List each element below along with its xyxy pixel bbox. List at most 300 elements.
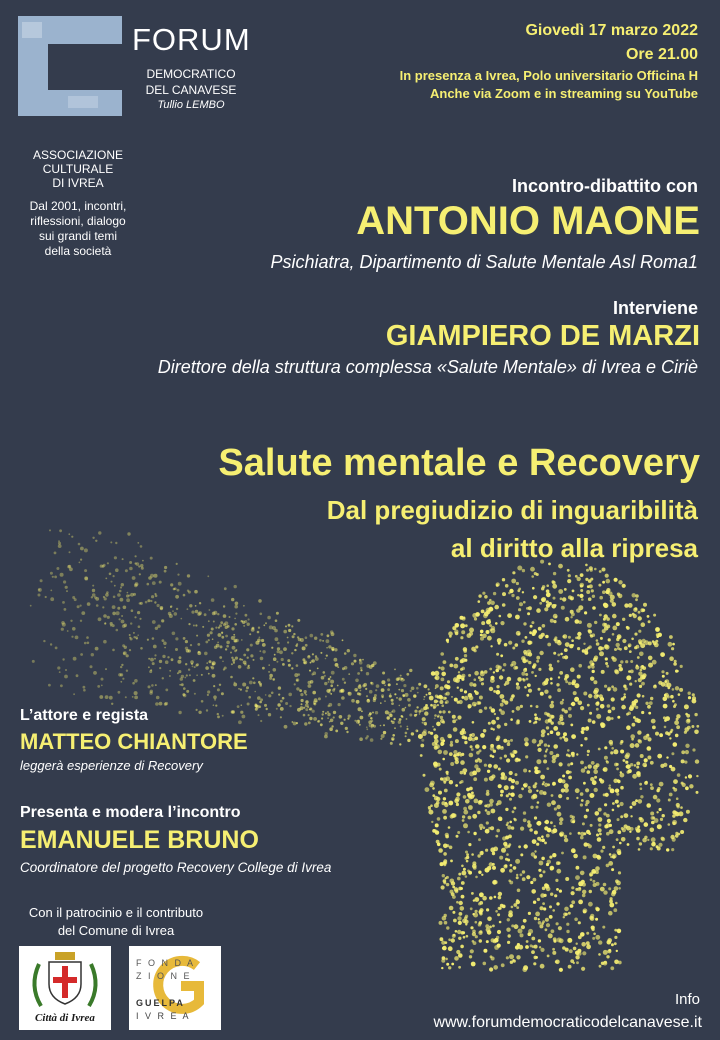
particle-dot [154, 601, 156, 603]
particle-dot [232, 646, 236, 650]
head-dot [612, 633, 615, 636]
head-dot [517, 566, 522, 571]
head-dot [493, 690, 496, 693]
head-dot [454, 757, 457, 760]
particle-dot [125, 569, 128, 572]
head-dot [591, 928, 594, 931]
particle-dot [112, 612, 116, 616]
head-dot [458, 671, 460, 673]
head-dot [471, 853, 474, 856]
particle-dot [242, 621, 245, 624]
particle-dot [198, 651, 200, 653]
head-dot [527, 683, 531, 687]
head-dot [644, 640, 649, 645]
head-dot [640, 754, 644, 758]
particle-dot [366, 728, 368, 730]
head-dot [511, 661, 516, 666]
particle-dot [277, 650, 280, 653]
head-dot [630, 660, 633, 663]
particle-dot [209, 660, 212, 663]
particle-dot [138, 625, 141, 628]
head-dot [463, 810, 468, 815]
head-dot [531, 795, 535, 799]
particle-dot [434, 737, 437, 740]
particle-dot [207, 690, 210, 693]
head-dot [638, 740, 642, 744]
particle-dot [391, 702, 394, 705]
head-dot [622, 828, 626, 832]
particle-dot [391, 737, 395, 741]
head-dot [546, 584, 549, 587]
particle-dot [441, 740, 444, 743]
particle-dot [104, 622, 106, 624]
head-dot [616, 638, 619, 641]
particle-dot [347, 718, 349, 720]
particle-dot [253, 659, 255, 661]
head-dot [594, 788, 598, 792]
head-dot [450, 743, 454, 747]
head-dot [607, 819, 611, 823]
head-dot [489, 967, 493, 971]
head-dot [497, 913, 500, 916]
head-dot [492, 866, 496, 870]
particle-dot [62, 658, 64, 660]
head-dot [475, 691, 479, 695]
particle-dot [249, 633, 251, 635]
particle-dot [322, 640, 324, 642]
head-dot [441, 672, 446, 677]
head-dot [487, 770, 490, 773]
head-dot [508, 843, 511, 846]
particle-dot [155, 595, 158, 598]
particle-dot [71, 536, 73, 538]
head-dot [673, 705, 676, 708]
head-dot [481, 682, 484, 685]
particle-dot [137, 542, 139, 544]
particle-dot [152, 620, 156, 624]
head-dot [603, 768, 606, 771]
particle-dot [380, 702, 382, 704]
particle-dot [224, 621, 228, 625]
head-dot [674, 660, 677, 663]
head-dot [542, 682, 546, 686]
head-dot [522, 877, 526, 881]
head-dot [500, 621, 504, 625]
particle-dot [103, 564, 106, 567]
head-dot [604, 803, 607, 806]
particle-dot [61, 621, 65, 625]
particle-dot [359, 661, 363, 665]
particle-dot [212, 674, 216, 678]
head-dot [538, 668, 541, 671]
head-dot [454, 887, 459, 892]
event-date: Giovedì 17 marzo 2022 [525, 22, 698, 39]
head-dot [489, 862, 493, 866]
head-dot [590, 634, 592, 636]
head-dot [531, 889, 536, 894]
particle-dot [265, 694, 267, 696]
patronage-line-1: Con il patrocinio e il contributo [28, 905, 204, 920]
head-dot [556, 683, 559, 686]
head-dot [448, 946, 453, 951]
particle-dot [99, 695, 103, 699]
head-dot [470, 794, 475, 799]
head-dot [466, 853, 469, 856]
head-dot [535, 956, 538, 959]
head-dot [625, 761, 628, 764]
particle-dot [201, 674, 203, 676]
head-dot [666, 756, 668, 758]
head-dot [685, 713, 688, 716]
head-dot [478, 600, 481, 603]
head-dot [428, 692, 431, 695]
head-dot [587, 750, 590, 753]
head-dot [443, 852, 447, 856]
head-dot [519, 602, 523, 606]
particle-dot [394, 693, 396, 695]
particle-dot [268, 694, 271, 697]
particle-dot [335, 663, 339, 667]
particle-dot [165, 702, 168, 705]
particle-dot [148, 576, 152, 580]
head-dot [423, 774, 426, 777]
particle-dot [288, 629, 291, 632]
head-dot [470, 949, 474, 953]
head-dot [498, 896, 502, 900]
head-dot [496, 685, 499, 688]
head-dot [538, 918, 540, 920]
head-dot [515, 758, 519, 762]
head-dot [458, 937, 461, 940]
particle-dot [234, 605, 238, 609]
head-dot [502, 669, 505, 672]
head-dot [496, 829, 500, 833]
particle-dot [409, 669, 412, 672]
particle-dot [245, 690, 248, 693]
head-dot [599, 570, 602, 573]
particle-dot [333, 716, 335, 718]
particle-dot [419, 713, 421, 715]
head-dot [588, 764, 592, 768]
head-dot [619, 648, 622, 651]
head-dot [453, 727, 458, 732]
particle-dot [80, 653, 83, 656]
head-dot [516, 906, 519, 909]
particle-dot [148, 685, 151, 688]
particle-dot [318, 697, 321, 700]
head-dot [626, 675, 631, 680]
particle-dot [325, 658, 327, 660]
head-dot [673, 742, 678, 747]
head-dot [586, 726, 589, 729]
particle-dot [169, 675, 171, 677]
head-dot [563, 913, 567, 917]
head-dot [480, 827, 483, 830]
head-dot [462, 815, 465, 818]
head-dot [478, 676, 481, 679]
head-dot [573, 962, 575, 964]
head-dot [562, 946, 566, 950]
particle-dot [195, 624, 197, 626]
head-dot [582, 951, 586, 955]
head-dot [528, 932, 532, 936]
head-dot [559, 938, 564, 943]
head-dot [455, 930, 458, 933]
head-dot [692, 748, 695, 751]
head-dot [580, 761, 584, 765]
particle-dot [241, 659, 243, 661]
head-dot [620, 786, 624, 790]
head-dot [645, 781, 648, 784]
particle-dot [381, 734, 385, 738]
particle-dot [373, 697, 377, 701]
particle-dot [341, 696, 345, 700]
head-dot [635, 598, 638, 601]
particle-dot [192, 666, 194, 668]
head-dot [606, 832, 610, 836]
head-dot [661, 682, 666, 687]
head-dot [573, 691, 577, 695]
head-dot [628, 603, 633, 608]
head-dot [673, 662, 677, 666]
particle-dot [216, 644, 220, 648]
head-dot [598, 748, 601, 751]
head-dot [581, 768, 586, 773]
particle-dot [233, 634, 235, 636]
head-dot [495, 622, 498, 625]
head-dot [656, 798, 660, 802]
particle-dot [269, 677, 272, 680]
particle-dot [305, 700, 308, 703]
particle-dot [315, 657, 319, 661]
particle-dot [369, 712, 372, 715]
website-link[interactable]: www.forumdemocraticodelcanavese.it [433, 1014, 702, 1031]
head-dot [467, 633, 472, 638]
head-dot [523, 769, 527, 773]
head-dot [452, 720, 456, 724]
head-dot [516, 874, 518, 876]
head-dot [518, 945, 523, 950]
particle-dot [111, 703, 113, 705]
head-dot [660, 818, 663, 821]
particle-dot [347, 649, 350, 652]
particle-dot [346, 731, 348, 733]
particle-dot [169, 670, 171, 672]
head-dot [605, 657, 608, 660]
particle-dot [287, 637, 289, 639]
particle-dot [276, 661, 278, 663]
head-dot [548, 933, 553, 938]
head-dot [564, 783, 569, 788]
particle-dot [225, 635, 228, 638]
particle-dot [127, 592, 129, 594]
moderator-intro: Presenta e modera l’incontro [20, 804, 241, 821]
head-dot [529, 641, 533, 645]
head-dot [486, 804, 490, 808]
head-dot [457, 930, 461, 934]
head-dot [638, 799, 643, 804]
head-dot [463, 731, 466, 734]
head-dot [473, 866, 477, 870]
head-dot [577, 636, 581, 640]
head-dot [625, 660, 628, 663]
particle-dot [222, 661, 224, 663]
head-dot [551, 800, 556, 805]
head-dot [440, 686, 444, 690]
head-dot [603, 950, 608, 955]
particle-dot [302, 646, 306, 650]
particle-dot [190, 644, 192, 646]
particle-dot [84, 548, 88, 552]
head-dot [518, 845, 521, 848]
head-dot [484, 670, 488, 674]
particle-dot [430, 697, 432, 699]
head-dot [474, 617, 477, 620]
particle-dot [132, 576, 136, 580]
head-dot [684, 731, 687, 734]
head-dot [480, 637, 484, 641]
head-dot [551, 715, 555, 719]
head-dot [463, 616, 466, 619]
particle-dot [64, 675, 68, 679]
particle-dot [181, 618, 183, 620]
head-dot [563, 732, 567, 736]
particle-dot [85, 577, 89, 581]
particle-dot [416, 687, 419, 690]
head-dot [641, 622, 646, 627]
particle-dot [311, 660, 313, 662]
particle-dot [135, 555, 137, 557]
particle-dot [50, 643, 52, 645]
head-dot [583, 855, 587, 859]
particle-dot [437, 716, 439, 718]
particle-dot [328, 645, 331, 648]
particle-dot [135, 562, 137, 564]
particle-dot [211, 628, 214, 631]
head-dot [559, 717, 563, 721]
head-dot [520, 827, 524, 831]
head-dot [460, 945, 464, 949]
head-dot [596, 708, 599, 711]
head-dot [575, 888, 578, 891]
particle-dot [80, 620, 82, 622]
head-dot [626, 626, 629, 629]
head-dot [516, 596, 520, 600]
head-dot [595, 935, 600, 940]
head-dot [520, 853, 523, 856]
particle-dot [382, 696, 384, 698]
head-dot [582, 890, 586, 894]
head-dot [518, 608, 521, 611]
particle-dot [398, 721, 401, 724]
head-dot [466, 788, 470, 792]
particle-dot [190, 660, 194, 664]
head-dot [534, 917, 537, 920]
head-dot [620, 815, 623, 818]
head-dot [500, 694, 505, 699]
head-dot [494, 605, 499, 610]
head-dot [550, 866, 555, 871]
head-dot [635, 827, 639, 831]
head-dot [463, 649, 467, 653]
particle-dot [285, 625, 287, 627]
head-dot [600, 697, 604, 701]
particle-dot [235, 613, 237, 615]
head-dot [663, 763, 667, 767]
particle-dot [58, 540, 60, 542]
particle-dot [178, 711, 181, 714]
particle-dot [288, 693, 292, 697]
head-dot [546, 604, 550, 608]
head-dot [531, 937, 535, 941]
particle-dot [213, 611, 217, 615]
particle-dot [337, 666, 339, 668]
head-dot [533, 878, 537, 882]
particle-dot [231, 657, 233, 659]
head-dot [528, 789, 532, 793]
particle-dot [391, 711, 393, 713]
particle-dot [326, 689, 330, 693]
head-dot [653, 641, 657, 645]
head-dot [486, 821, 489, 824]
head-dot [634, 699, 638, 703]
head-dot [489, 926, 492, 929]
particle-dot [275, 619, 278, 622]
head-dot [602, 568, 606, 572]
head-dot [532, 629, 537, 634]
particle-dot [405, 693, 409, 697]
head-dot [588, 719, 592, 723]
head-dot [653, 795, 658, 800]
particle-dot [354, 660, 357, 663]
fondazione-text-1: F O N D A [136, 958, 196, 968]
particle-dot [152, 662, 155, 665]
particle-dot [95, 647, 99, 651]
particle-dot [314, 703, 317, 706]
head-dot [644, 758, 648, 762]
head-dot [593, 854, 598, 859]
head-dot [587, 585, 590, 588]
particle-dot [241, 639, 243, 641]
head-dot [603, 812, 606, 815]
head-dot [647, 839, 649, 841]
head-dot [439, 768, 442, 771]
particle-dot [325, 712, 327, 714]
head-dot [623, 759, 626, 762]
particle-dot [312, 691, 316, 695]
event-subtitle-line-1: Dal pregiudizio di inguaribilità [326, 495, 698, 525]
head-dot [593, 770, 598, 775]
head-dot [585, 788, 589, 792]
head-dot [450, 762, 454, 766]
head-dot [547, 643, 551, 647]
particle-dot [260, 720, 262, 722]
particle-dot [79, 562, 81, 564]
particle-dot [148, 666, 150, 668]
head-dot [496, 690, 501, 695]
particle-dot [217, 613, 219, 615]
head-dot [595, 811, 600, 816]
particle-dot [267, 616, 271, 620]
head-dot [532, 587, 535, 590]
head-dot [435, 823, 439, 827]
head-dot [439, 921, 443, 925]
particle-dot [391, 699, 394, 702]
head-dot [533, 784, 537, 788]
head-dot [451, 938, 455, 942]
particle-dot [375, 689, 377, 691]
head-dot [633, 614, 637, 618]
